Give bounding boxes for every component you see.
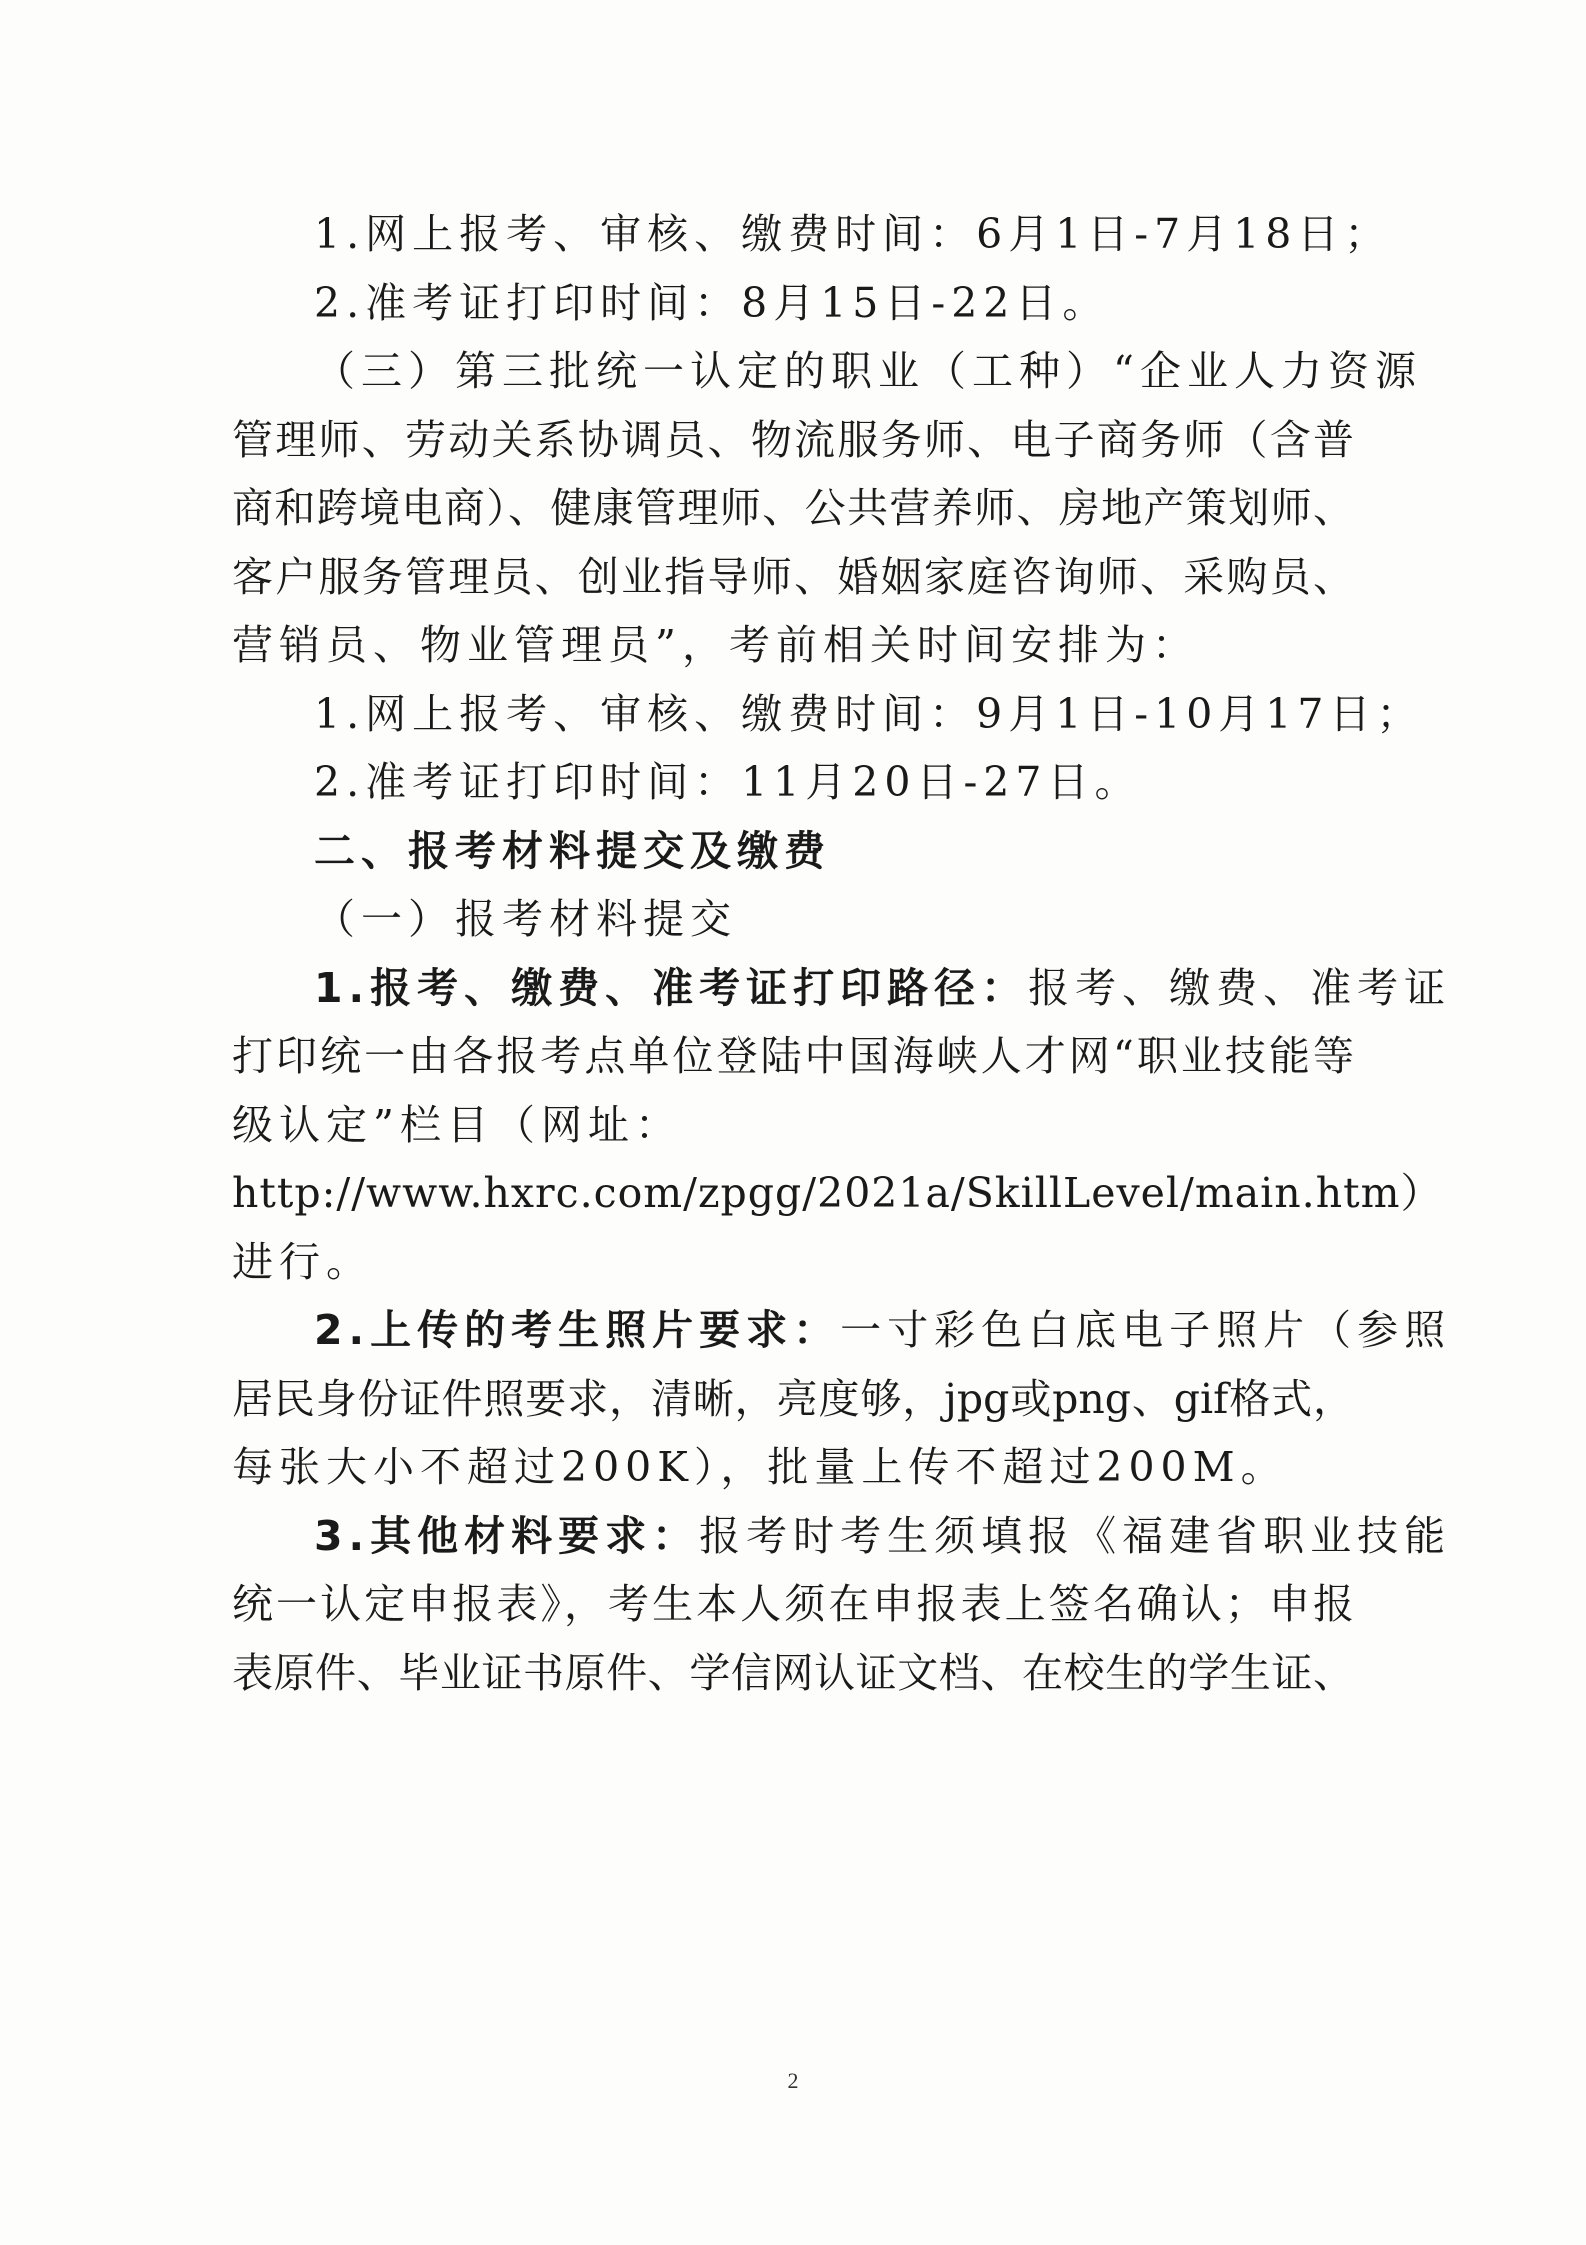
schedule-line-2: 2.准考证打印时间：8月15日-22日。 bbox=[314, 278, 1110, 327]
batch-three-intro: （三）第三批统一认定的职业（工种）“企业人力资源 bbox=[314, 347, 1422, 395]
batch-three-line-5: 营销员、物业管理员”，考前相关时间安排为： bbox=[232, 621, 1199, 669]
document-body bbox=[232, 200, 1452, 1707]
para1-line-3: 级认定”栏目（网址： bbox=[232, 1100, 682, 1149]
para3-label: 3.其他材料要求： bbox=[314, 1511, 700, 1560]
para2-line-2: 居民身份证件照要求，清晰，亮度够，jpg或png、gif格式， bbox=[232, 1374, 1354, 1423]
batch-three-line-4: 客户服务管理员、创业指导师、婚姻家庭咨询师、采购员、 bbox=[232, 552, 1354, 601]
section-heading-2: 二、报考材料提交及缴费 bbox=[314, 826, 831, 875]
para3-line-1-text: 报考时考生须填报《福建省职业技能 bbox=[699, 1511, 1452, 1560]
schedule-line-3: 1.网上报考、审核、缴费时间：9月1日-10月17日； bbox=[314, 689, 1424, 738]
para1-label: 1.报考、缴费、准考证打印路径： bbox=[314, 963, 1029, 1012]
para1-line-5: 进行。 bbox=[232, 1237, 373, 1286]
para1-line-1 bbox=[232, 954, 1452, 1023]
para2-line-1 bbox=[232, 1296, 1452, 1365]
para2-line-1-text: 一寸彩色白底电子照片（参照 bbox=[840, 1306, 1452, 1354]
para3-line-1 bbox=[232, 1502, 1452, 1571]
para2-label: 2.上传的考生照片要求： bbox=[314, 1306, 841, 1354]
schedule-line-1: 1.网上报考、审核、缴费时间：6月1日-7月18日； bbox=[314, 210, 1392, 258]
para1-line-1-text: 报考、缴费、准考证 bbox=[1028, 963, 1452, 1012]
page-number: 2 bbox=[787, 2068, 799, 2093]
batch-three-line-3: 商和跨境电商）、健康管理师、公共营养师、房地产策划师、 bbox=[232, 484, 1354, 532]
para3-line-2: 统一认定申报表》，考生本人须在申报表上签名确认；申报 bbox=[232, 1580, 1354, 1628]
subsection-heading-1: （一）报考材料提交 bbox=[314, 895, 737, 943]
batch-three-line-2: 管理师、劳动关系协调员、物流服务师、电子商务师（含普 bbox=[232, 415, 1354, 464]
schedule-line-4: 2.准考证打印时间：11月20日-27日。 bbox=[314, 758, 1142, 806]
url-link[interactable]: http://www.hxrc.com/zpgg/2021a/SkillLevel/main.htm） bbox=[232, 1169, 1443, 1217]
para2-line-3: 每张大小不超过200K），批量上传不超过200M。 bbox=[232, 1443, 1288, 1491]
para1-line-2: 打印统一由各报考点单位登陆中国海峡人才网“职业技能等 bbox=[232, 1032, 1354, 1080]
para3-line-3: 表原件、毕业证书原件、学信网认证文档、在校生的学生证、 bbox=[232, 1648, 1354, 1697]
